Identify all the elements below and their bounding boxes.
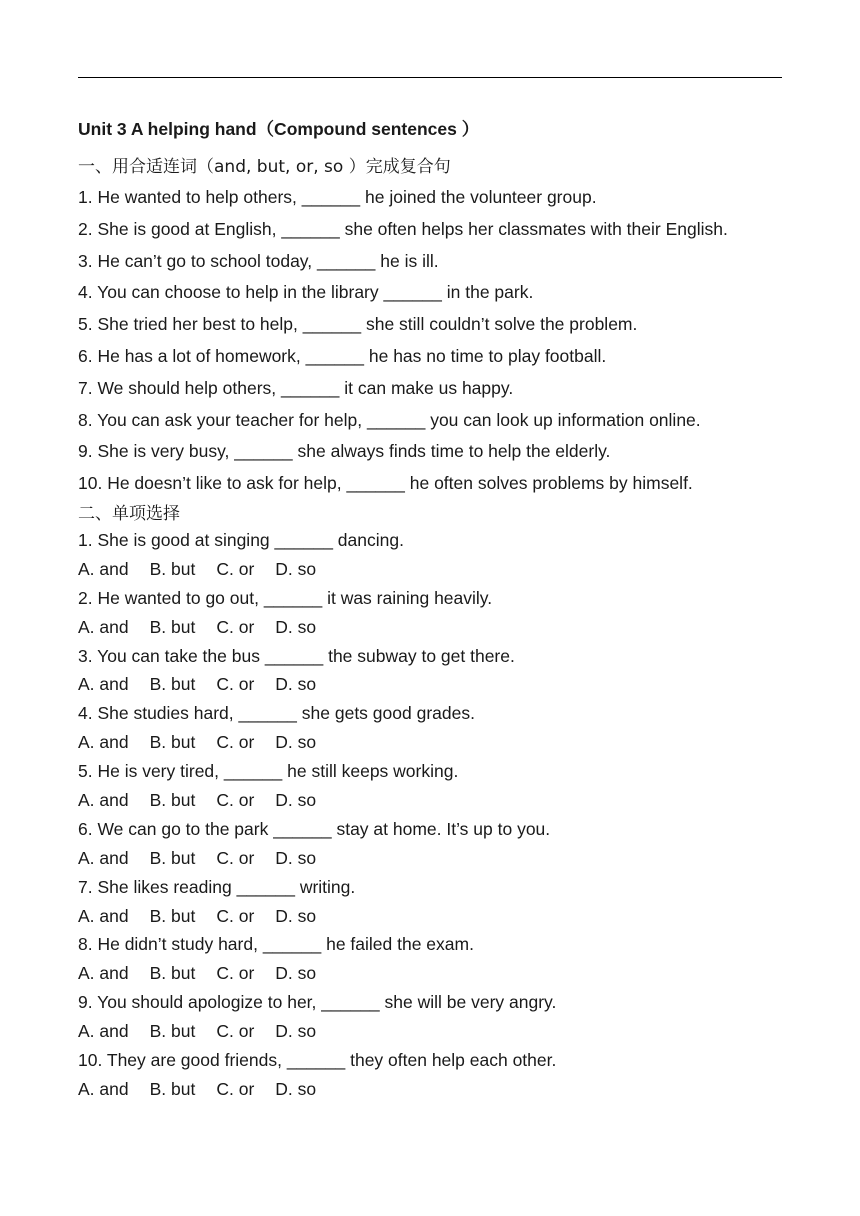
worksheet-title: Unit 3 A helping hand（Compound sentences ） <box>78 119 480 139</box>
fill-in-question: 2. She is good at English, ______ she often helps her classmates with their English. <box>78 218 728 239</box>
choice-option: D. so <box>275 558 317 579</box>
choice-option: A. and <box>78 616 129 637</box>
fill-in-question: 3. He can’t go to school today, ______ he is ill. <box>78 250 439 271</box>
choice-option: C. or <box>216 558 255 579</box>
choice-options <box>78 902 778 931</box>
choice-option: C. or <box>216 1078 255 1099</box>
choice-option: B. but <box>149 1021 196 1042</box>
choice-option: B. but <box>149 963 196 984</box>
choice-question: 2. He wanted to go out, ______ it was raining heavily. <box>78 587 493 608</box>
choice-question: 1. She is good at singing ______ dancing. <box>78 530 404 550</box>
choice-options <box>78 555 778 584</box>
choice-option: C. or <box>216 674 255 695</box>
choice-option: D. so <box>275 963 317 984</box>
choice-option: A. and <box>78 1078 129 1099</box>
fill-in-question-list <box>78 182 778 500</box>
choice-options <box>78 670 778 699</box>
choice-options <box>78 1075 778 1104</box>
fill-in-question: 4. You can choose to help in the library ______ in the park. <box>78 282 534 303</box>
choice-option: D. so <box>275 732 317 753</box>
choice-question: 9. You should apologize to her, ______ she will be very angry. <box>78 992 557 1013</box>
choice-options <box>78 844 778 873</box>
choice-option: B. but <box>149 905 196 926</box>
choice-option: C. or <box>216 905 255 926</box>
choice-option: D. so <box>275 674 317 695</box>
choice-option: D. so <box>275 1078 317 1099</box>
choice-option: D. so <box>275 847 317 868</box>
fill-in-question: 10. He doesn’t like to ask for help, ______ he often solves problems by himself. <box>78 473 693 494</box>
choice-option: A. and <box>78 1021 129 1042</box>
choice-option: B. but <box>149 1078 196 1099</box>
choice-option: C. or <box>216 616 255 637</box>
choice-option: D. so <box>275 1021 317 1042</box>
choice-option: D. so <box>275 790 317 811</box>
choice-option: A. and <box>78 790 129 811</box>
choice-question: 4. She studies hard, ______ she gets good grades. <box>78 703 475 724</box>
choice-option: D. so <box>275 905 317 926</box>
multiple-choice-list <box>78 526 778 1104</box>
choice-option: B. but <box>149 732 196 753</box>
choice-option: D. so <box>275 616 317 637</box>
choice-option: A. and <box>78 963 129 984</box>
choice-option: B. but <box>149 558 196 579</box>
fill-in-question: 6. He has a lot of homework, ______ he has no time to play football. <box>78 345 607 366</box>
choice-options <box>78 786 778 815</box>
choice-option: A. and <box>78 905 129 926</box>
choice-question: 3. You can take the bus ______ the subway to get there. <box>78 645 515 666</box>
fill-in-question: 1. He wanted to help others, ______ he joined the volunteer group. <box>78 187 597 207</box>
section-2-heading: 二、单项选择 <box>78 504 180 524</box>
header-rule <box>78 77 782 78</box>
fill-in-question: 9. She is very busy, ______ she always finds time to help the elderly. <box>78 441 611 462</box>
choice-option: A. and <box>78 558 129 579</box>
choice-question: 5. He is very tired, ______ he still keeps working. <box>78 761 459 782</box>
section-1-heading: 一、用合适连词（and, but, or, so ）完成复合句 <box>78 157 451 177</box>
choice-option: A. and <box>78 732 129 753</box>
choice-option: A. and <box>78 674 129 695</box>
choice-question: 10. They are good friends, ______ they often help each other. <box>78 1050 557 1071</box>
choice-question: 6. We can go to the park ______ stay at home. It’s up to you. <box>78 818 551 839</box>
choice-options <box>78 1017 778 1046</box>
choice-options <box>78 728 778 757</box>
fill-in-question: 8. You can ask your teacher for help, ______ you can look up information online. <box>78 409 701 430</box>
fill-in-question: 5. She tried her best to help, ______ she still couldn’t solve the problem. <box>78 314 638 335</box>
choice-option: B. but <box>149 616 196 637</box>
choice-option: A. and <box>78 847 129 868</box>
choice-question: 7. She likes reading ______ writing. <box>78 876 356 897</box>
choice-option: B. but <box>149 790 196 811</box>
choice-options <box>78 613 778 642</box>
fill-in-question: 7. We should help others, ______ it can make us happy. <box>78 377 514 398</box>
choice-options <box>78 959 778 988</box>
choice-option: B. but <box>149 674 196 695</box>
choice-option: C. or <box>216 1021 255 1042</box>
choice-option: C. or <box>216 847 255 868</box>
choice-option: C. or <box>216 963 255 984</box>
choice-option: C. or <box>216 732 255 753</box>
choice-option: B. but <box>149 847 196 868</box>
choice-question: 8. He didn’t study hard, ______ he failed the exam. <box>78 934 474 955</box>
choice-option: C. or <box>216 790 255 811</box>
